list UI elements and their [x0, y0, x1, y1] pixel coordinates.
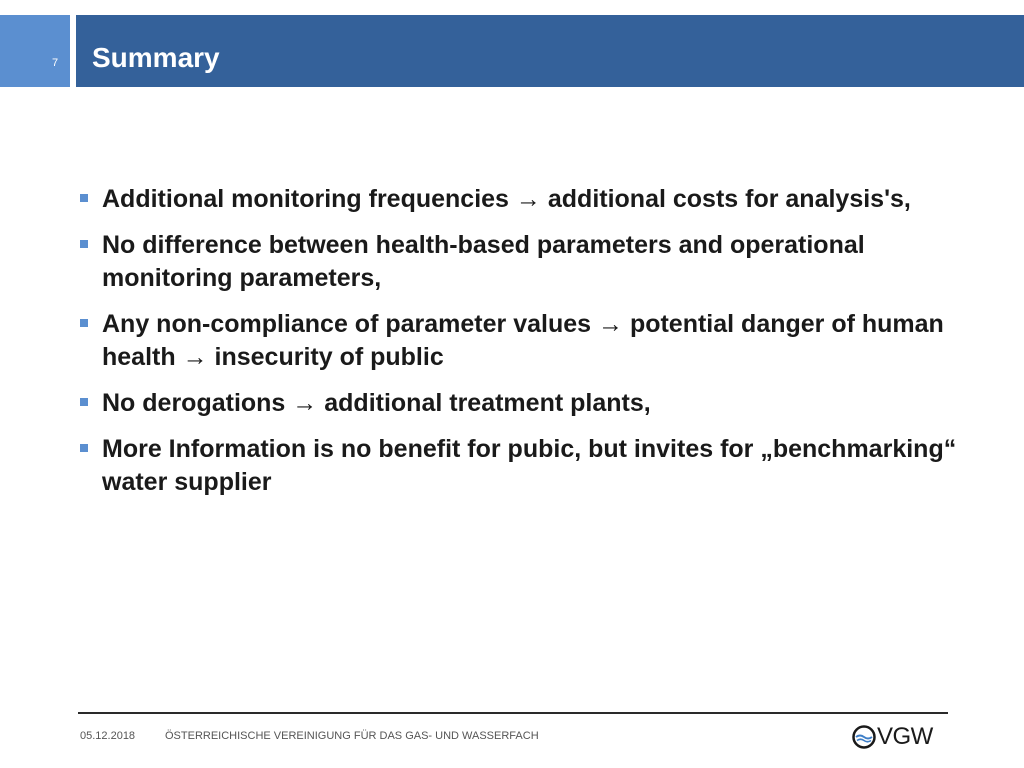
right-arrow-icon: →	[597, 310, 623, 338]
title-bar	[76, 15, 1024, 87]
water-drop-logo-icon	[852, 725, 876, 749]
bullet-text: potential danger of human health	[102, 310, 944, 371]
slide-number: 7	[52, 57, 59, 69]
bullet-square-icon	[80, 240, 88, 248]
right-arrow-icon: →	[292, 389, 318, 417]
footer-date: 05.12.2018	[80, 730, 136, 742]
bullet-text: additional costs for analysis's,	[547, 185, 911, 213]
footer-divider	[78, 712, 948, 714]
bullet-item	[78, 308, 958, 374]
bullet-text: No difference between health-based parameters and operational monitoring parameters,	[102, 231, 865, 292]
right-arrow-icon: →	[515, 185, 541, 213]
bullet-square-icon	[80, 194, 88, 202]
bullet-text: Any non-compliance of parameter values	[102, 310, 592, 338]
bullet-item	[78, 183, 958, 216]
right-arrow-icon: →	[182, 343, 208, 371]
bullet-square-icon	[80, 319, 88, 327]
bullet-text: No derogations	[102, 389, 286, 417]
bullet-list	[78, 183, 958, 512]
ovgw-logo	[852, 722, 950, 752]
bullet-square-icon	[80, 444, 88, 452]
bullet-item	[78, 229, 958, 295]
bullet-text: additional treatment plants,	[324, 389, 651, 417]
logo-text: VGW	[877, 723, 933, 750]
bullet-text: Additional monitoring frequencies	[102, 185, 509, 213]
footer-organization: ÖSTERREICHISCHE VEREINIGUNG FÜR DAS GAS- UND WASSERFACH	[165, 730, 539, 742]
bullet-square-icon	[80, 398, 88, 406]
page-title: Summary	[92, 42, 220, 73]
slide-number-box	[0, 15, 70, 87]
bullet-item	[78, 433, 958, 499]
bullet-text: More Information is no benefit for pubic, but invites for „benchmarking“ water supplier	[102, 435, 957, 496]
bullet-item	[78, 387, 958, 420]
bullet-text: insecurity of public	[214, 343, 444, 371]
